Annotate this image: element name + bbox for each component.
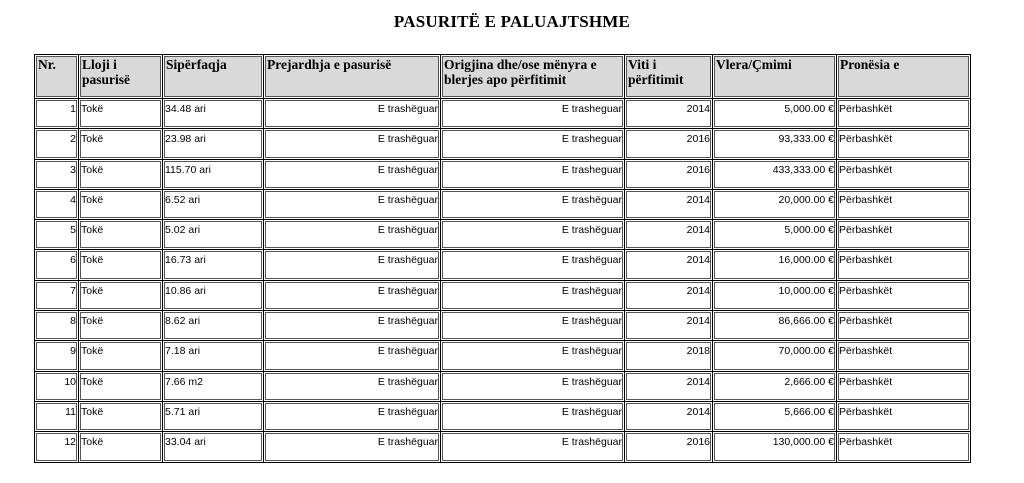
column-header-area: Sipërfaqja [163, 55, 264, 99]
table-row [35, 401, 971, 431]
cell-origin: E trashëguar [264, 401, 441, 431]
cell-year: 2016 [625, 432, 713, 462]
cell-acquisition: E trashëguar [441, 311, 625, 341]
cell-type: Tokë [79, 401, 163, 431]
column-header-type: Lloji i pasurisë [79, 55, 163, 99]
cell-origin: E trashëguar [264, 311, 441, 341]
cell-origin: E trashëguar [264, 250, 441, 280]
cell-area: 8.62 ari [163, 311, 264, 341]
cell-value: 20,000.00 € [713, 189, 837, 219]
cell-type: Tokë [79, 371, 163, 401]
cell-origin: E trashëguar [264, 129, 441, 159]
cell-nr: 11 [35, 401, 79, 431]
cell-area: 33.04 ari [163, 432, 264, 462]
cell-nr: 1 [35, 99, 79, 129]
cell-value: 70,000.00 € [713, 341, 837, 371]
cell-year: 2018 [625, 341, 713, 371]
cell-area: 7.18 ari [163, 341, 264, 371]
cell-acquisition: E trasheguar [441, 129, 625, 159]
table-row [35, 311, 971, 341]
cell-acquisition: E trashëguar [441, 371, 625, 401]
cell-area: 7.66 m2 [163, 371, 264, 401]
cell-ownership: Përbashkët [837, 371, 971, 401]
cell-nr: 10 [35, 371, 79, 401]
cell-acquisition: E trashëguar [441, 220, 625, 250]
column-header-year: Viti i përfitimit [625, 55, 713, 99]
cell-area: 23.98 ari [163, 129, 264, 159]
cell-area: 5.02 ari [163, 220, 264, 250]
cell-area: 6.52 ari [163, 189, 264, 219]
cell-origin: E trashëguar [264, 280, 441, 310]
cell-acquisition: E trashëguar [441, 250, 625, 280]
cell-ownership: Përbashkët [837, 159, 971, 189]
cell-type: Tokë [79, 432, 163, 462]
cell-acquisition: E trasheguar [441, 99, 625, 129]
table-row [35, 371, 971, 401]
cell-type: Tokë [79, 189, 163, 219]
cell-year: 2014 [625, 311, 713, 341]
column-header-value: Vlera/Çmimi [713, 55, 837, 99]
cell-year: 2014 [625, 220, 713, 250]
page-title: PASURITË E PALUAJTSHME [393, 12, 631, 31]
cell-type: Tokë [79, 220, 163, 250]
assets-table [34, 54, 971, 463]
table-row [35, 432, 971, 462]
cell-nr: 4 [35, 189, 79, 219]
cell-value: 2,666.00 € [713, 371, 837, 401]
cell-ownership: Përbashkët [837, 432, 971, 462]
cell-year: 2014 [625, 280, 713, 310]
column-header-acquisition: Origjina dhe/ose mënyra e blerjes apo përfitimit [441, 55, 625, 99]
column-header-ownership: Pronësia e [837, 55, 971, 99]
column-header-origin: Prejardhja e pasurisë [264, 55, 441, 99]
table-row [35, 159, 971, 189]
cell-ownership: Përbashkët [837, 99, 971, 129]
cell-origin: E trashëguar [264, 99, 441, 129]
cell-acquisition: E trashëguar [441, 280, 625, 310]
cell-nr: 2 [35, 129, 79, 159]
cell-value: 10,000.00 € [713, 280, 837, 310]
cell-nr: 5 [35, 220, 79, 250]
table-header-row [35, 55, 971, 99]
table-row [35, 250, 971, 280]
cell-acquisition: E trashëguar [441, 432, 625, 462]
table-row [35, 189, 971, 219]
cell-ownership: Përbashkët [837, 250, 971, 280]
cell-year: 2016 [625, 159, 713, 189]
cell-ownership: Përbashkët [837, 311, 971, 341]
cell-area: 5.71 ari [163, 401, 264, 431]
cell-origin: E trashëguar [264, 220, 441, 250]
cell-ownership: Përbashkët [837, 220, 971, 250]
cell-type: Tokë [79, 250, 163, 280]
cell-origin: E trashëguar [264, 189, 441, 219]
cell-origin: E trashëguar [264, 371, 441, 401]
cell-year: 2014 [625, 401, 713, 431]
cell-type: Tokë [79, 311, 163, 341]
cell-nr: 8 [35, 311, 79, 341]
cell-acquisition: E trashëguar [441, 341, 625, 371]
cell-value: 5,000.00 € [713, 99, 837, 129]
cell-ownership: Përbashkët [837, 280, 971, 310]
cell-origin: E trashëguar [264, 432, 441, 462]
cell-ownership: Përbashkët [837, 401, 971, 431]
cell-type: Tokë [79, 159, 163, 189]
cell-type: Tokë [79, 99, 163, 129]
cell-acquisition: E trashëguar [441, 401, 625, 431]
cell-ownership: Përbashkët [837, 129, 971, 159]
cell-acquisition: E trashëguar [441, 189, 625, 219]
cell-nr: 6 [35, 250, 79, 280]
table-body [35, 99, 971, 463]
cell-area: 10.86 ari [163, 280, 264, 310]
cell-origin: E trashëguar [264, 341, 441, 371]
cell-type: Tokë [79, 129, 163, 159]
cell-value: 130,000.00 € [713, 432, 837, 462]
cell-value: 5,666.00 € [713, 401, 837, 431]
table-row [35, 220, 971, 250]
cell-year: 2014 [625, 99, 713, 129]
cell-year: 2014 [625, 250, 713, 280]
cell-year: 2014 [625, 189, 713, 219]
cell-value: 5,000.00 € [713, 220, 837, 250]
cell-origin: E trashëguar [264, 159, 441, 189]
cell-nr: 12 [35, 432, 79, 462]
cell-area: 34.48 ari [163, 99, 264, 129]
cell-value: 16,000.00 € [713, 250, 837, 280]
cell-value: 93,333.00 € [713, 129, 837, 159]
cell-area: 115.70 ari [163, 159, 264, 189]
cell-acquisition: E trasheguar [441, 159, 625, 189]
cell-ownership: Përbashkët [837, 189, 971, 219]
cell-year: 2016 [625, 129, 713, 159]
cell-nr: 3 [35, 159, 79, 189]
table-row [35, 129, 971, 159]
cell-area: 16.73 ari [163, 250, 264, 280]
column-header-nr: Nr. [35, 55, 79, 99]
table-row [35, 99, 971, 129]
cell-type: Tokë [79, 341, 163, 371]
cell-value: 433,333.00 € [713, 159, 837, 189]
table-row [35, 341, 971, 371]
cell-nr: 9 [35, 341, 79, 371]
table-row [35, 280, 971, 310]
cell-year: 2014 [625, 371, 713, 401]
cell-value: 86,666.00 € [713, 311, 837, 341]
cell-ownership: Përbashkët [837, 341, 971, 371]
cell-type: Tokë [79, 280, 163, 310]
cell-nr: 7 [35, 280, 79, 310]
